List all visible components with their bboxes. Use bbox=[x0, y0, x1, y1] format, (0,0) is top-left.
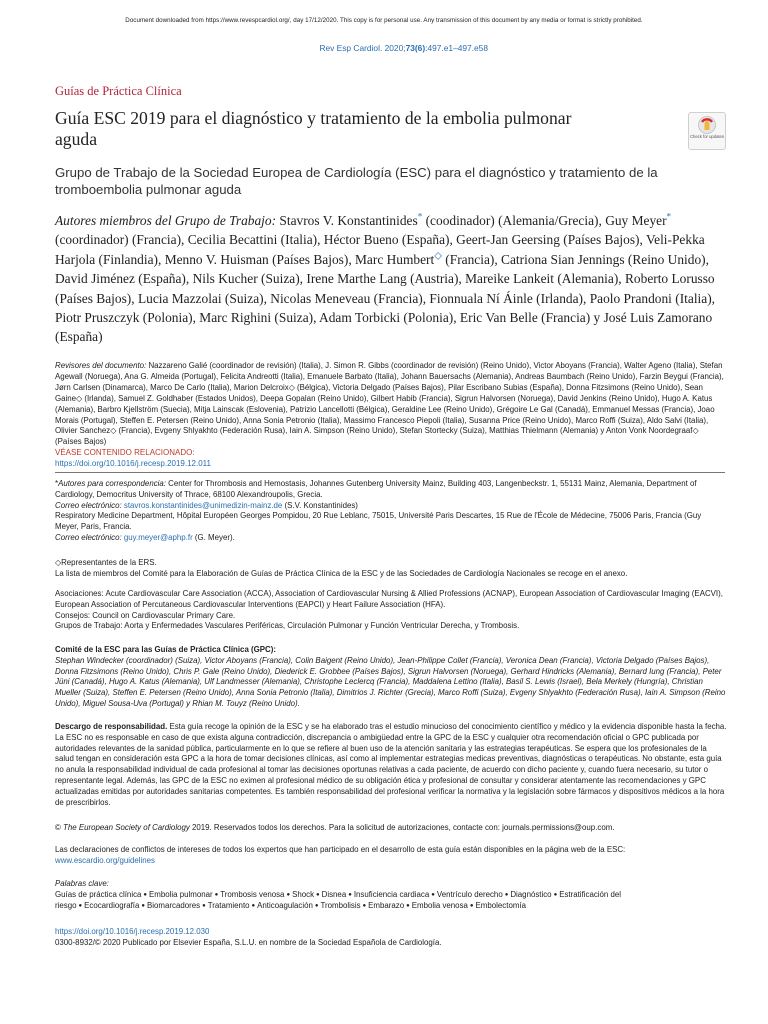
correspondence-address-2: Respiratory Medicine Department, Hôpital Européen Georges Pompidou, 20 Rue Leblanc, 75015, Université Paris Descartes, 15 Rue de l'École de Médecine, 75006 Paris, Francia (Guy Meyer, Paris, Francia. bbox=[55, 511, 702, 532]
journal-citation[interactable]: Rev Esp Cardiol. 2020;73(6):497.e1–497.e58 bbox=[319, 43, 488, 53]
keyword-item: Disnea bbox=[321, 889, 347, 899]
copyright-line bbox=[55, 823, 727, 834]
author-meyer: Guy Meyer bbox=[605, 213, 667, 228]
section-label: Guías de Práctica Clínica bbox=[55, 84, 182, 98]
keyword-item: Embarazo bbox=[368, 900, 405, 910]
disclaimer-text: Esta guía recoge la opinión de la ESC y se ha elaborado tras el estudio minucioso del conocimiento científico y médico y la evidencia disponible hasta la fecha. La ESC no es responsable en caso de que exista alguna contradicción, discrepancia o ambigüedad entre la GPC de la ESC y cualquier otra recomendación oficial o GPC publicada por autoridades relevantes de la sanidad pública, particularmente en lo que se refiere al buen uso de la atención sanitaria y las estrategias terapéuticas. Se espera que los profesionales de la salud tengan en consideración esta GPC a la hora de tomar decisiones clínicas, así como al implementar estrategias medicas preventivas, diagnósticas o terapéuticas. No obstante, esta guía no anula la responsabilidad individual de cada profesional al tomar las decisiones oportunas relativas a cada paciente, de acuerdo con dicho paciente y, cuando fuera necesario, su tutor o representante legal. Además, las GPC de la ESC no eximen al profesional médico de su obligación ética y profesional de consultar y considerar atentamente las recomendaciones y GPC actualizadas emitidas por autoridades sanitarias competentes. Es también responsabilidad del profesional verificar la normativa y la legislación sobre fármacos y dispositivos médicos a la hora de prescribirlos. bbox=[55, 722, 727, 807]
committee-list-note: La lista de miembros del Comité para la Elaboración de Guías de Práctica Clínica de la ESC y de las Sociedades de Cardiología Nacionales se recoge en el anexo. bbox=[55, 568, 628, 578]
related-content bbox=[55, 448, 725, 469]
authors-lead: Autores miembros del Grupo de Trabajo: bbox=[55, 213, 277, 228]
ers-representatives: Representantes de la ERS. bbox=[61, 558, 157, 567]
article-doi-link[interactable]: https://doi.org/10.1016/j.recesp.2019.12.030 bbox=[55, 927, 210, 936]
author-star-2[interactable]: * bbox=[666, 211, 672, 222]
keyword-bullet: ● bbox=[286, 891, 291, 898]
disclaimer-block bbox=[55, 722, 727, 808]
article-subtitle: Grupo de Trabajo de la Sociedad Europea de Cardiología (ESC) para el diagnóstico y tratamiento de la tromboembolia pulmonar aguda bbox=[55, 165, 658, 197]
author-konstantinides-role: (coodinador) (Alemania/Grecia), bbox=[422, 213, 602, 228]
keyword-bullet: ● bbox=[202, 902, 206, 909]
keyword-item: Embolectomía bbox=[475, 900, 526, 910]
keyword-bullet: ● bbox=[141, 902, 146, 909]
keyword-bullet: ● bbox=[214, 891, 219, 898]
correspondence-lead: Autores para correspondencia: bbox=[58, 479, 166, 488]
committee-block bbox=[55, 645, 727, 710]
authors-block bbox=[55, 211, 727, 347]
footer-doi-block bbox=[55, 927, 727, 949]
keyword-item: Diagnóstico bbox=[510, 889, 552, 899]
keyword-bullet: ● bbox=[78, 902, 83, 909]
disclaimer-heading: Descargo de responsabilidad. bbox=[55, 722, 168, 731]
keywords-label: Palabras clave: bbox=[55, 879, 109, 888]
download-notice: Document downloaded from https://www.revespcardiol.org/, day 17/12/2020. This copy is for personal use. Any transmission of this document by any media or format is strictly prohibited. bbox=[125, 17, 643, 24]
keywords-block bbox=[55, 879, 727, 911]
issn-copyright: 0300-8932/© 2020 Publicado por Elsevier España, S.L.U. en nombre de la Sociedad Española de Cardiología. bbox=[55, 937, 442, 947]
keyword-bullet: ● bbox=[431, 891, 435, 898]
keyword-bullet: ● bbox=[316, 891, 320, 898]
keyword-bullet: ● bbox=[143, 891, 148, 898]
footnote-star: * bbox=[55, 479, 59, 488]
copyright-text: 2019. Reservados todos los derechos. Para la solicitud de autorizaciones, contacte con: journals.permissions@oup.com. bbox=[189, 823, 615, 832]
keyword-bullet: ● bbox=[348, 891, 352, 898]
keyword-item: Biomarcadores bbox=[147, 900, 201, 910]
email-label-1: Correo electrónico: bbox=[55, 500, 122, 510]
author-konstantinides: Stavros V. Konstantinides bbox=[279, 213, 418, 228]
email-link-meyer[interactable]: guy.meyer@aphp.fr bbox=[123, 532, 193, 542]
copyright-symbol: © bbox=[55, 823, 61, 832]
author-diamond[interactable]: ◇ bbox=[434, 250, 442, 262]
email-link-konstantinides[interactable]: stavros.konstantinides@unimedizin-mainz.de bbox=[123, 500, 283, 510]
authors-list-part-2: (Francia), Catriona Sian Jennings (Reino Unido), David Jiménez (España), Nils Kucher (Suiza), Irene Marthe Lang (Austria), Mareike Lankeit (Alemania), Roberto Lorusso (Países Bajos), Lucia Mazzolai (Suiza), Nicolas Meneveau (Francia), Fionnuala Ní Áinle (Irlanda), Paolo Prandoni (Italia), Piotr Pruszczyk (Polonia), Marc Righini (Suiza), Adam Torbicki (Polonia), Eric Van Belle (Francia) y José Luis Zamorano (España) bbox=[55, 251, 716, 345]
keyword-bullet: ● bbox=[251, 902, 256, 909]
reviewers-list: Nazzareno Galié (coordinador de revisión) (Italia), J. Simon R. Gibbs (coordinador de revisión) (Reino Unido), Victor Aboyans (Francia), Walter Ageno (Italia), Stefan Agewall (Noruega), Ana G. Almeida (Portugal), Felicita Andreotti (Italia), Emanuele Barbato (Italia), Johann Bauersachs (Alemania), Andreas Baumbach (Reino Unido), Farzin Beygui (Francia), Jørn Carlsen (Dinamarca), Marco De Carlo (Italia), Marion Delcroix◇ (Bélgica), Victoria Delgado (Países Bajos), Pilar Escribano Subias (España), Donna Fitzsimons (Reino Unido), Sean Gaine◇ (Irlanda), Samuel Z. Goldhaber (Estados Unidos), Deepa Gopalan (Reino Unido), Gilbert Habib (Francia), Sigrun Halvorsen (Noruega), David Jenkins (Reino Unido), Hugo A. Katus (Alemania), Barbro Kjellström (Suecia), Mitja Lainscak (Eslovenia), Patrizio Lancellotti (Bélgica), Geraldine Lee (Reino Unido), Grégoire Le Gal (Canadá), Emmanuel Messas (Francia), Joao Morais (Portugal), Steffen E. Petersen (Reino Unido), Anna Sonia Petronio (Italia), Massimo Francesco Piepoli (Italia), Susanna Price (Reino Unido), Marco Roffi (Suiza), Aldo Salvi (Italia), Olivier Sanchez◇ (Francia), Evgeny Shlyakhto (Federación Rusa), Iain A. Simpson (Reino Unido), Stefan Stortecky (Suiza), Matthias Thielmann (Alemania) y Anton Vonk Noordegraaf◇ (Países Bajos) bbox=[55, 361, 724, 447]
keyword-item: Trombolisis bbox=[320, 900, 361, 910]
related-label: VÉASE CONTENIDO RELACIONADO: bbox=[55, 448, 195, 457]
keywords-list bbox=[55, 890, 727, 912]
keyword-item: Embolia venosa bbox=[411, 900, 468, 910]
keyword-bullet: ● bbox=[314, 902, 319, 909]
footnote-diamond: ◇ bbox=[55, 558, 62, 567]
keyword-bullet: ● bbox=[469, 902, 474, 909]
keyword-item: Shock bbox=[292, 889, 315, 899]
related-doi-link[interactable]: https://doi.org/10.1016/j.recesp.2019.12.011 bbox=[55, 458, 211, 468]
email-label-2: Correo electrónico: bbox=[55, 532, 122, 542]
representatives-note bbox=[55, 558, 727, 580]
authors-list-part-1: (coordinador) (Francia), Cecilia Becattini (Italia), Héctor Bueno (España), Geert-Jan Geersing (Países Bajos), Veli-Pekka Harjola (Finlandia), Menno V. Huisman (Países Bajos), Marc Humbert bbox=[55, 232, 705, 267]
committee-heading: Comité de la ESC para las Guías de Práctica Clínica (GPC): bbox=[55, 645, 277, 654]
check-for-updates-badge[interactable] bbox=[688, 112, 726, 150]
conflicts-block bbox=[55, 845, 727, 867]
check-updates-label: Check for updates bbox=[690, 134, 724, 139]
keyword-item: Estratificación del riesgo bbox=[55, 889, 622, 910]
keyword-bullet: ● bbox=[362, 902, 367, 909]
keyword-item: Tratamiento bbox=[207, 900, 250, 910]
keyword-bullet: ● bbox=[553, 891, 558, 898]
reviewers-lead: Revisores del documento: bbox=[55, 361, 147, 370]
section-divider bbox=[55, 472, 725, 473]
correspondence-block bbox=[55, 479, 727, 544]
correspondence-address-1: Center for Thrombosis and Hemostasis, Johannes Gutenberg University Mainz, Building 403, Langenbeckstr. 1, 55131 Mainz, Alemania, Department of Cardiology, Democritus University of Thrace, 68100 Alexandroupolis, Grecia. bbox=[55, 479, 697, 499]
author-star-1[interactable]: * bbox=[417, 211, 423, 222]
conflicts-text: Las declaraciones de conflictos de intereses de todos los expertos que han participado en el desarrollo de esta guía están disponibles en la página web de la ESC: bbox=[55, 845, 626, 854]
keyword-item: Ventrículo derecho bbox=[436, 889, 503, 899]
keyword-item: Trombosis venosa bbox=[220, 889, 285, 899]
reviewers-block bbox=[55, 361, 727, 448]
email-owner-1: (S.V. Konstantinides) bbox=[282, 500, 358, 510]
keyword-bullet: ● bbox=[406, 902, 410, 909]
copyright-society: The European Society of Cardiology bbox=[63, 823, 190, 832]
keyword-item: Ecocardiografía bbox=[84, 900, 140, 910]
associations-block bbox=[55, 589, 727, 632]
keyword-item: Embolia pulmonar bbox=[149, 889, 213, 899]
email-owner-2: (G. Meyer). bbox=[192, 532, 235, 542]
working-groups-text: Grupos de Trabajo: Aorta y Enfermedades Vasculares Periféricas, Circulación Pulmonar y Función Ventricular Derecha, y Trombosis. bbox=[55, 621, 520, 631]
keyword-item: Anticoagulación bbox=[257, 900, 313, 910]
councils-text: Consejos: Council on Cardiovascular Primary Care. bbox=[55, 610, 236, 620]
keyword-item: Insuficiencia cardiaca bbox=[353, 889, 430, 899]
escardio-guidelines-link[interactable]: www.escardio.org/guidelines bbox=[55, 855, 156, 865]
keyword-item: Guías de práctica clínica bbox=[55, 889, 142, 899]
committee-members: Stephan Windecker (coordinador) (Suiza), Victor Aboyans (Francia), Colin Baigent (Reino Unido), Jean-Philippe Collet (Francia), Veronica Dean (Francia), Victoria Delgado (Países Bajos), Donna Fitzsimons (Reino Unido), Chris P. Gale (Reino Unido), Diederick E. Grobbee (Países Bajos), Sigrun Halvorsen (Noruega), Gerhard Hindricks (Alemania), Bernard Iung (Francia), Peter Jüni (Canadá), Hugo A. Katus (Alemania), Ulf Landmesser (Alemania), Christophe Leclercq (Francia), Maddalena Lettino (Italia), Basil S. Lewis (Israel), Bela Merkely (Hungría), Christian Mueller (Suiza), Steffen E. Petersen (Reino Unido), Anna Sonia Petronio (Italia), Dimitrios J. Richter (Grecia), Marco Roffi (Suiza), Evgeny Shlyakhto (Federación Rusa), Iain A. Simpson (Reino Unido), Miguel Sousa-Uva (Portugal) y Rhian M. Touyz (Reino Unido). bbox=[55, 655, 726, 708]
associations-text: Asociaciones: Acute Cardiovascular Care Association (ACCA), Association of Cardiovascular Nursing & Allied Professions (ACNAP), European Association of Cardiovascular Imaging (EACVI), European Association of Percutaneous Cardiovascular Interventions (EAPCI) y Heart Failure Association (HFA). bbox=[55, 589, 723, 609]
article-title: Guía ESC 2019 para el diagnóstico y tratamiento de la embolia pulmonar aguda bbox=[55, 108, 572, 149]
keyword-bullet: ● bbox=[504, 891, 509, 898]
check-updates-icon bbox=[697, 115, 717, 135]
